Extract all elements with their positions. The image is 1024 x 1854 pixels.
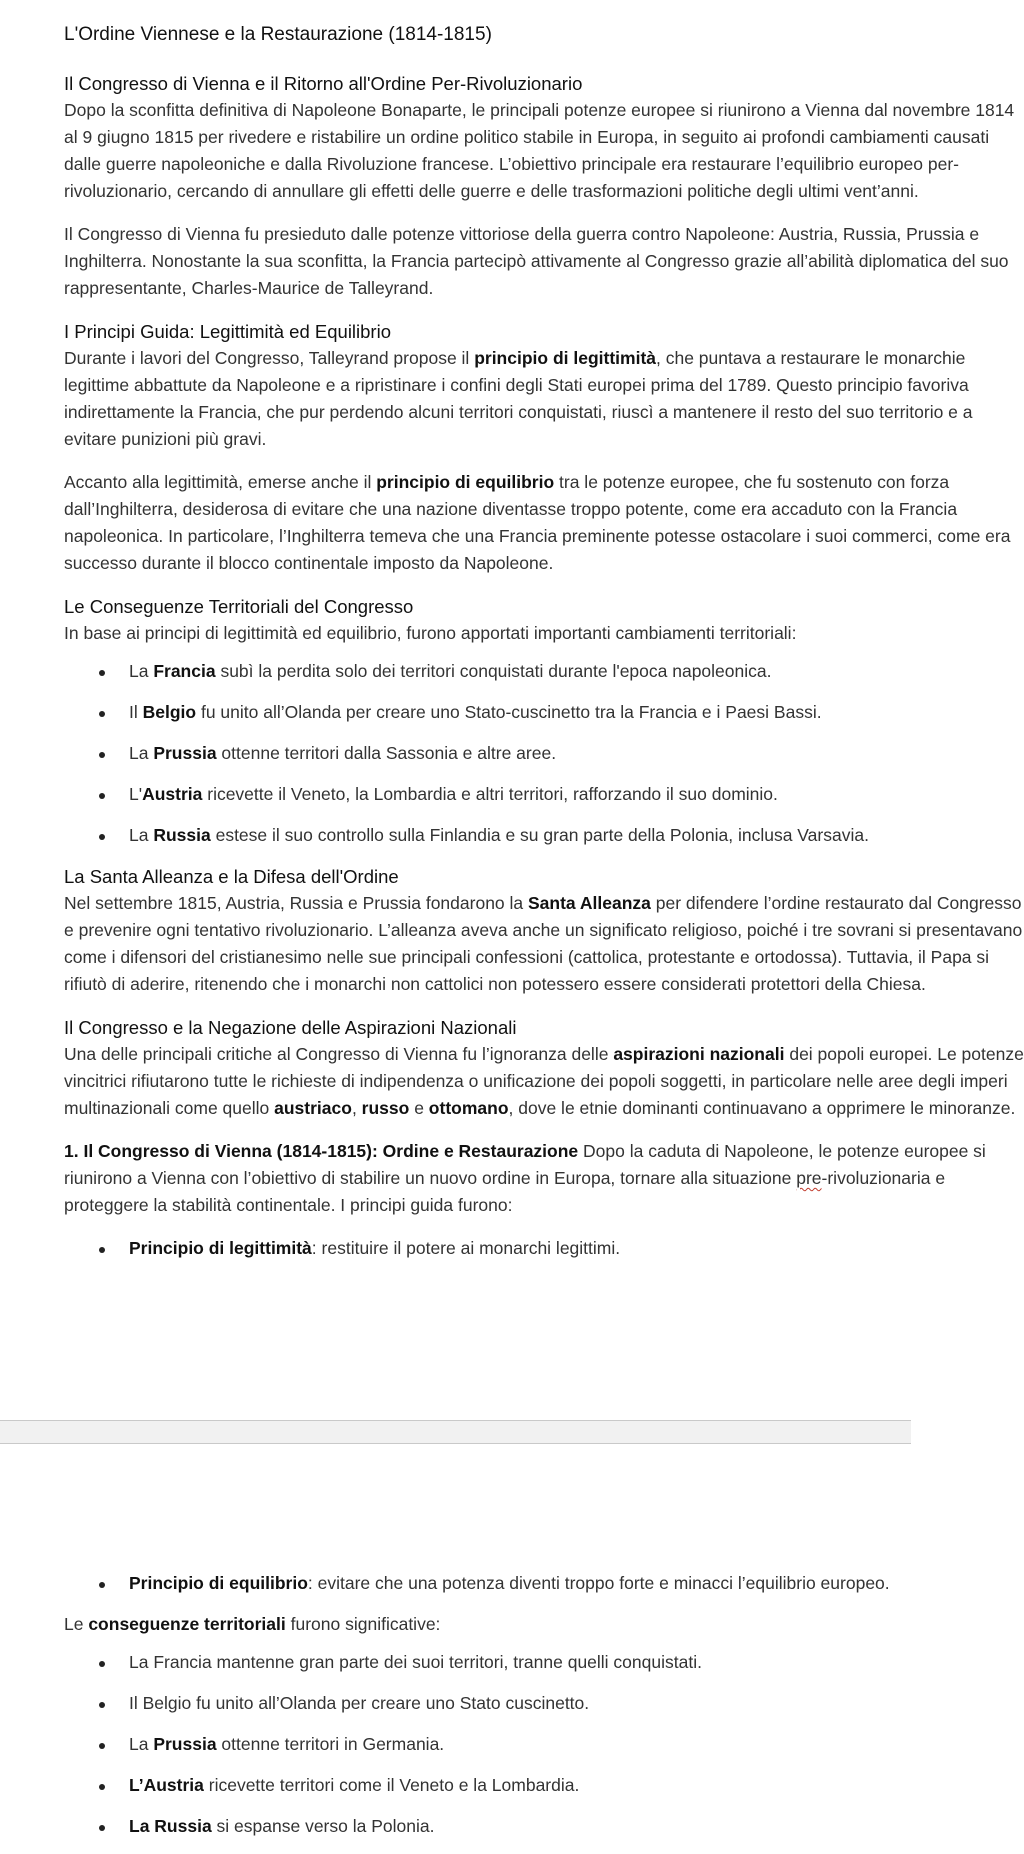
spellcheck-marked-word: pre [796, 1168, 822, 1188]
bullet-list [64, 658, 1024, 849]
page-content [64, 20, 1024, 1276]
list-item: La Russia estese il suo controllo sulla Finlandia e su gran parte della Polonia, inclusa Varsavia. [64, 822, 1024, 849]
list-item: La Francia subì la perdita solo dei territori conquistati durante l'epoca napoleonica. [64, 658, 1024, 685]
list-item: Principio di legittimità: restituire il potere ai monarchi legittimi. [64, 1235, 1024, 1262]
page-content [64, 1570, 1024, 1854]
section-heading-santa-alleanza: La Santa Alleanza e la Difesa dell'Ordine [64, 866, 399, 887]
list-item: La Francia mantenne gran parte dei suoi territori, tranne quelli conquistati. [64, 1649, 1024, 1676]
paragraph: Le conseguenze territoriali furono significative: [64, 1614, 441, 1634]
page-break [0, 1420, 911, 1444]
paragraph: Una delle principali critiche al Congresso di Vienna fu l’ignoranza delle aspirazioni nazionali dei popoli europei. Le potenze vincitrici rifiutarono tutte le richieste di indipendenza o unificazione dei popoli soggetti, in particolare nelle aree degli imperi multinazionali come quello austriaco, russo e ottomano, dove le etnie dominanti continuavano a opprimere le minoranze. [64, 1044, 1024, 1118]
paragraph: Il Congresso di Vienna fu presieduto dalle potenze vittoriose della guerra contro Napoleone: Austria, Russia, Prussia e Inghilterra. Nonostante la sua sconfitta, la Francia partecipò attivamente al Congresso grazie all’abilità diplomatica del suo rappresentante, Charles-Maurice de Talleyrand. [64, 224, 1009, 298]
inline-heading: 1. Il Congresso di Vienna (1814-1815): Ordine e Restaurazione [64, 1141, 579, 1161]
list-item: Principio di equilibrio: evitare che una potenza diventi troppo forte e minacci l’equilibrio europeo. [64, 1570, 1024, 1597]
paragraph: 1. Il Congresso di Vienna (1814-1815): Ordine e Restaurazione Dopo la caduta di Napoleone, le potenze europee si riunirono a Vienna con l’obiettivo di stabilire un nuovo ordine in Europa, tornare alla situazione pre-rivoluzionaria e proteggere la stabilità continentale. I principi guida furono: [64, 1141, 986, 1215]
list-item: Il Belgio fu unito all’Olanda per creare uno Stato cuscinetto. [64, 1690, 1024, 1717]
paragraph: Durante i lavori del Congresso, Talleyrand propose il principio di legittimità, che puntava a restaurare le monarchie legittime abbattute da Napoleone e a ripristinare i confini degli Stati europei prima del 1789. Questo principio favoriva indirettamente la Francia, che pur perdendo alcuni territori conquistati, riuscì a mantenere il resto del suo territorio e a evitare punizioni più gravi. [64, 348, 973, 449]
list-item: La Prussia ottenne territori in Germania. [64, 1731, 1024, 1758]
paragraph: Nel settembre 1815, Austria, Russia e Prussia fondarono la Santa Alleanza per difendere l’ordine restaurato dal Congresso e prevenire ogni tentativo rivoluzionario. L’alleanza aveva anche un significato religioso, poiché i tre sovrani si presentavano come i difensori del cristianesimo nelle sue principali confessioni (cattolica, protestante e ortodossa). Tuttavia, il Papa si rifiutò di aderire, ritenendo che i monarchi non cattolici non potessero essere considerati protettori della Chiesa. [64, 893, 1023, 994]
section-heading-conseguenze: Le Conseguenze Territoriali del Congresso [64, 596, 414, 617]
section-heading-principi: I Principi Guida: Legittimità ed Equilibrio [64, 321, 391, 342]
section-heading-aspirazioni: Il Congresso e la Negazione delle Aspirazioni Nazionali [64, 1017, 517, 1038]
list-item: Il Belgio fu unito all’Olanda per creare uno Stato-cuscinetto tra la Francia e i Paesi Bassi. [64, 699, 1024, 726]
section-heading-congresso: Il Congresso di Vienna e il Ritorno all'Ordine Per-Rivoluzionario [64, 73, 583, 94]
list-item: L’Austria ricevette territori come il Veneto e la Lombardia. [64, 1772, 1024, 1799]
document-page-2 [0, 1445, 911, 1837]
paragraph: In base ai principi di legittimità ed equilibrio, furono apportati importanti cambiamenti territoriali: [64, 623, 797, 643]
list-item: La Russia si espanse verso la Polonia. [64, 1813, 1024, 1840]
bullet-list [64, 1570, 1024, 1597]
paragraph: Dopo la sconfitta definitiva di Napoleone Bonaparte, le principali potenze europee si riunirono a Vienna dal novembre 1814 al 9 giugno 1815 per rivedere e ristabilire un ordine politico stabile in Europa, in seguito ai profondi cambiamenti causati dalle guerre napoleoniche e dalla Rivoluzione francese. L’obiettivo principale era restaurare l’equilibrio europeo per-rivoluzionario, cercando di annullare gli effetti delle guerre e delle trasformazioni politiche degli ultimi vent’anni. [64, 100, 1015, 201]
bullet-list [64, 1235, 1024, 1262]
document-title: L'Ordine Viennese e la Restaurazione (1814-1815) [64, 24, 492, 45]
paragraph: Accanto alla legittimità, emerse anche il principio di equilibrio tra le potenze europee, che fu sostenuto con forza dall’Inghilterra, desiderosa di evitare che una nazione diventasse troppo potente, come era accaduto con la Francia napoleonica. In particolare, l’Inghilterra temeva che una Francia preminente potesse ostacolare i suoi commerci, come era successo durante il blocco continentale imposto da Napoleone. [64, 472, 1011, 573]
list-item: L'Austria ricevette il Veneto, la Lombardia e altri territori, rafforzando il suo dominio. [64, 781, 1024, 808]
list-item: La Prussia ottenne territori dalla Sassonia e altre aree. [64, 740, 1024, 767]
bullet-list [64, 1649, 1024, 1840]
